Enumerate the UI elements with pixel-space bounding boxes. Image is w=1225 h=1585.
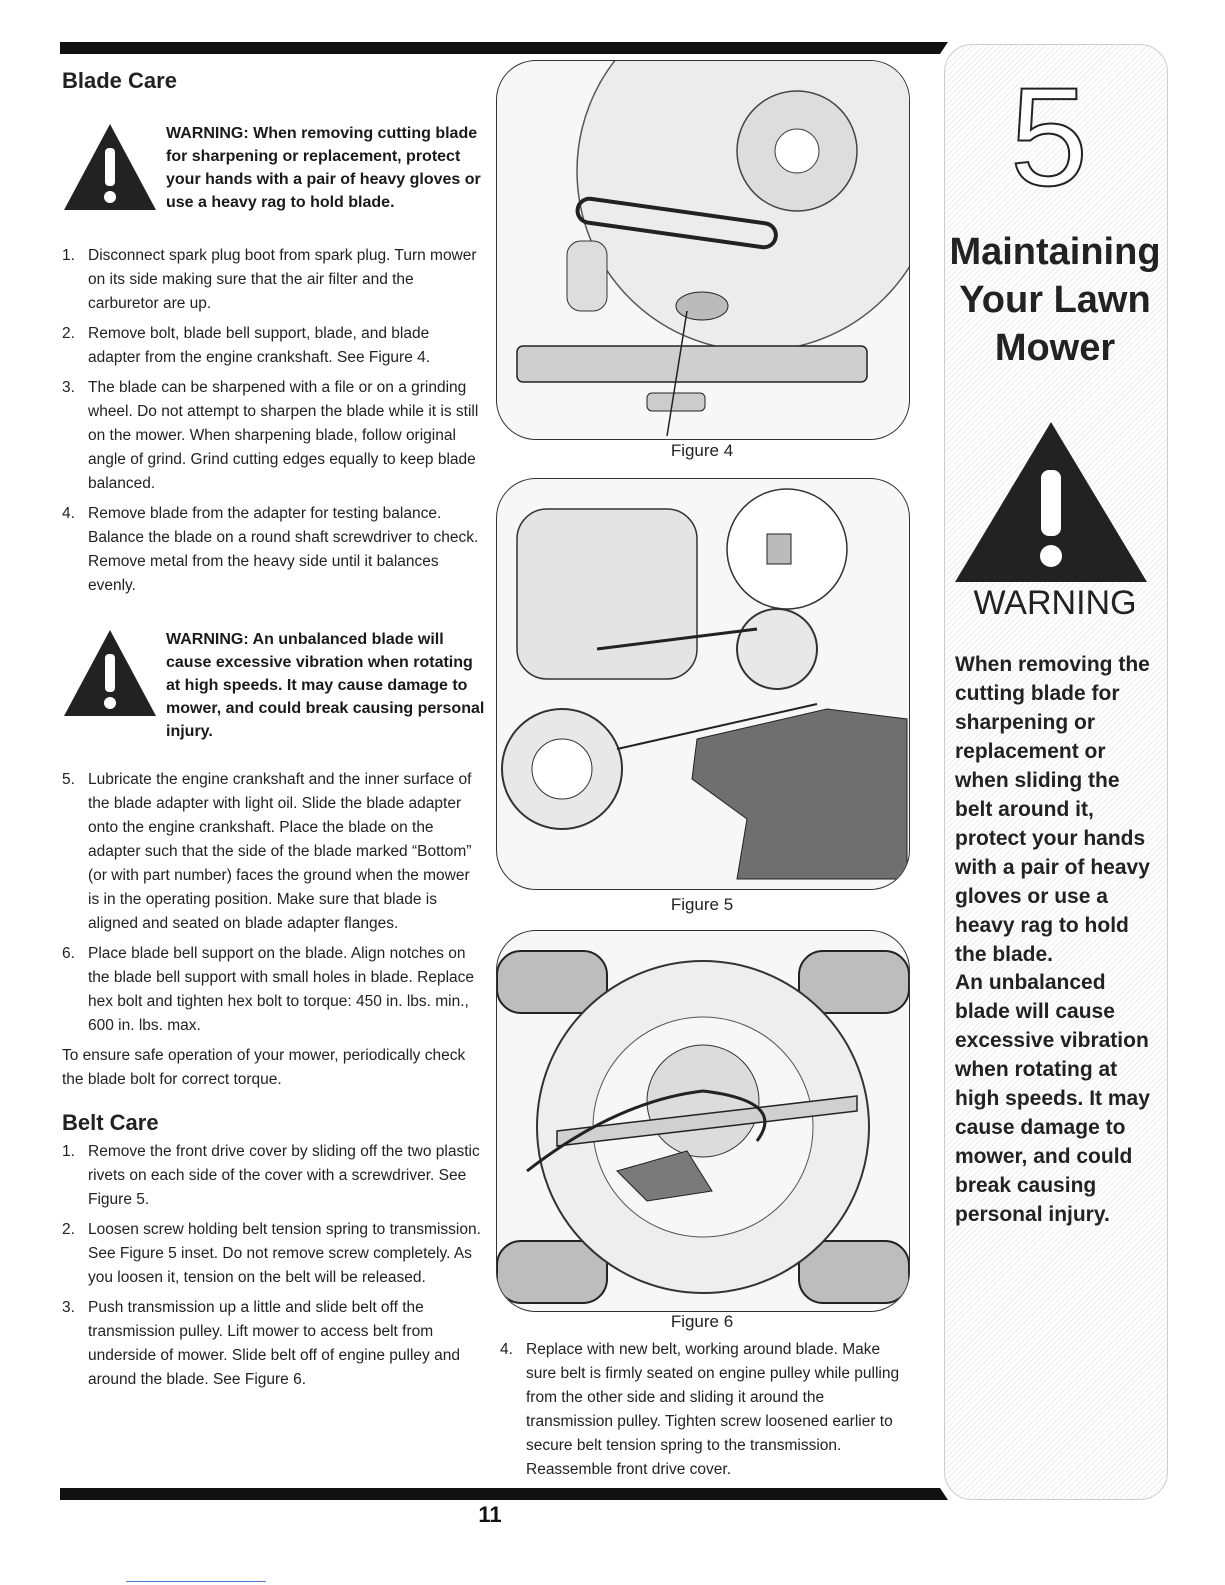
figure-6-illustration [496,930,910,1312]
blade-warning-1 [62,122,482,232]
torque-note: To ensure safe operation of your mower, periodically check the blade bolt for correct torque. [62,1047,466,1088]
top-rule [60,42,940,54]
warning-triangle-icon [953,418,1149,586]
belt-care-heading: Belt Care [62,1110,159,1135]
blade-steps-a [62,244,482,598]
warning-triangle-icon [62,122,158,214]
warning-1-text: WARNING: When removing cutting blade for sharpening or replacement, protect your hands with a pair of heavy gloves or use a heavy rag to hold blade. [166,125,481,211]
blade-steps-b [62,768,482,1038]
figure-5-illustration [496,478,910,890]
belt-steps [62,1140,482,1392]
list-item: 2. Loosen screw holding belt tension spring to transmission. See Figure 5 inset. Do not remove screw completely. As you loosen it, tension on the belt will be released. [62,1221,481,1286]
footer-link-underline [126,1581,266,1582]
belt-step-4 [500,1338,910,1482]
figure-6-caption: Figure 6 [670,1312,734,1331]
blade-warning-2 [62,628,485,768]
left-column [62,60,485,1398]
sidebar-warning-text-2: An unbalanced blade will cause excessive vibration when rotating at high speeds. It may cause damage to mower, and could break causing personal injury. [955,971,1150,1226]
figure-4-illustration [496,60,910,440]
bottom-rule [60,1488,940,1500]
list-item: 1. Remove the front drive cover by sliding off the two plastic rivets on each side of the cover with a screwdriver. See Figure 5. [62,1143,480,1208]
figure-5-caption: Figure 5 [670,895,734,914]
list-item: 6. Place blade bell support on the blade. Align notches on the blade bell support with small holes in blade. Replace hex bolt and tighten hex bolt to torque: 450 in. lbs. min., 600 in. lbs. max. [62,945,475,1034]
list-item: 4. Remove blade from the adapter for testing balance. Balance the blade on a round shaft screwdriver to check. Remove metal from the heavy side until it balances evenly. [62,505,479,594]
sidebar-warning-text-1: When removing the cutting blade for sharpening or replacement or when sliding the belt around it, protect your hands with a pair of heavy gloves or use a heavy rag to hold the blade. [955,653,1150,966]
middle-column-text [500,1338,910,1488]
warning-2-text: WARNING: An unbalanced blade will cause excessive vibration when rotating at high speeds. It may cause damage to mower, and could break causing personal injury. [166,631,485,740]
list-item: 1. Disconnect spark plug boot from spark plug. Turn mower on its side making sure that the air filter and the carburetor are up. [62,247,477,312]
list-item: 4. Replace with new belt, working around blade. Make sure belt is firmly seated on engine pulley while pulling from the other side and sliding it around the transmission pulley. Tighten screw loosened earlier to secure belt tension spring to the transmission. Reassemble front drive cover. [500,1341,900,1478]
sidebar-warning-label: WARNING [973,584,1137,622]
page-number: 11 [478,1502,502,1527]
chapter-title: Maintaining Your Lawn Mower [949,231,1161,369]
chapter-number: 5 [1010,58,1088,215]
warning-triangle-icon [62,628,158,720]
list-item: 2. Remove bolt, blade bell support, blade, and blade adapter from the engine crankshaft. See Figure 4. [62,325,431,366]
figure-4-caption: Figure 4 [670,441,734,460]
list-item: 3. The blade can be sharpened with a file or on a grinding wheel. Do not attempt to sharpen the blade while it is still on the mower. When sharpening blade, follow original angle of grind. Grind cutting edges equally to keep blade balanced. [62,379,479,492]
list-item: 3. Push transmission up a little and slide belt off the transmission pulley. Lift mower to access belt from underside of mower. Slide belt off of engine pulley and around the blade. See Figure 6. [62,1299,460,1388]
list-item: 5. Lubricate the engine crankshaft and the inner surface of the blade adapter with light oil. Slide the blade adapter onto the engine crankshaft. Place the blade on the adapter such that the side of the blade marked “Bottom” (or with part number) faces the ground when the mower is in the operating position. Make sure that blade is aligned and seated on blade adapter flanges. [62,771,472,932]
blade-care-heading: Blade Care [62,68,177,93]
